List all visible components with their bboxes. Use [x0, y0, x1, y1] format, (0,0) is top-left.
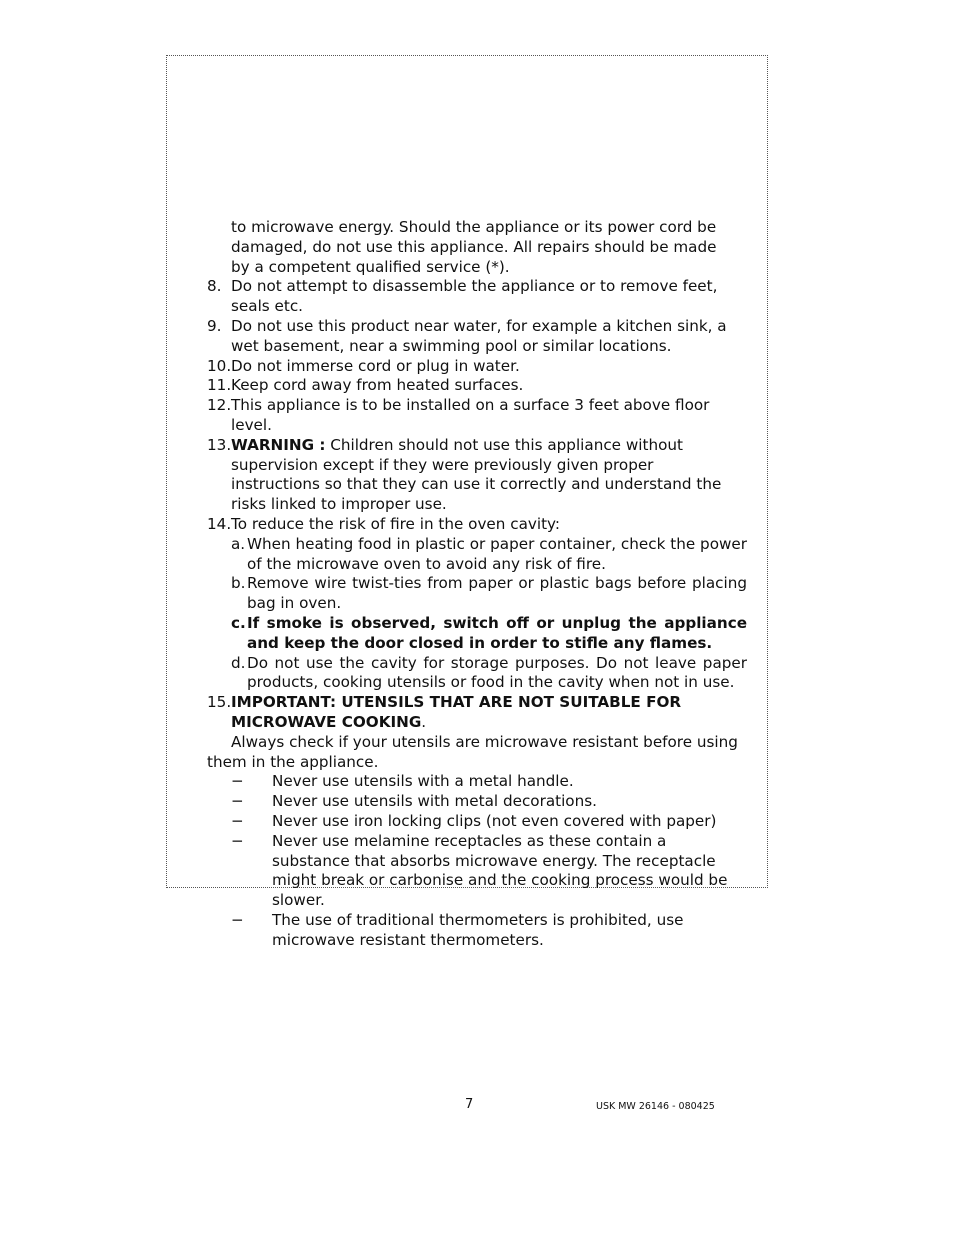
warning-text: Children should not use this appliance without supervision except if they were previously given proper instructions so that they can use it correctly and understand the risks linked to improper use.: [231, 435, 722, 514]
check-paragraph-rest: them in the appliance.: [207, 752, 379, 771]
bullet-item: [231, 812, 747, 832]
intro-line: by a competent qualified service (*).: [231, 257, 510, 276]
check-paragraph-first: Always check if your utensils are microwave resistant before using: [231, 732, 738, 751]
sub-letter: b.: [231, 574, 246, 593]
item-text: This appliance is to be installed on a surface 3 feet above floor level.: [231, 396, 710, 434]
sub-text: When heating food in plastic or paper container, check the power of the microwave oven to avoid any risk of fire.: [247, 534, 747, 573]
sub-item-b: [231, 574, 747, 614]
sub-letter: a.: [231, 534, 246, 553]
dash-marker: −: [231, 811, 244, 830]
bullet-item: [231, 792, 747, 812]
item-number: 11.: [207, 376, 232, 395]
bullet-item: [231, 832, 747, 911]
warning-label: WARNING :: [231, 435, 326, 454]
dash-marker: −: [231, 792, 244, 811]
list-item-11: [207, 376, 747, 396]
item-number: 14.: [207, 514, 232, 533]
list-item-10: [207, 357, 747, 377]
item-number: 12.: [207, 396, 232, 415]
bullet-text: Never use melamine receptacles as these contain a substance that absorbs microwave energy. The receptacle might break or carbonise and the cooking process would be slower.: [272, 831, 728, 910]
dash-marker: −: [231, 772, 244, 791]
bullet-text: Never use utensils with a metal handle.: [272, 772, 574, 791]
document-code: USK MW 26146 - 080425: [596, 1101, 715, 1112]
intro-line: to microwave energy. Should the appliance or its power cord be: [231, 218, 717, 236]
sub-text: If smoke is observed, switch off or unplug the appliance and keep the door closed in order to stifle any flames.: [247, 613, 747, 652]
item-text: Do not use this product near water, for example a kitchen sink, a wet basement, near a swimming pool or similar locations.: [231, 316, 727, 355]
dash-marker: −: [231, 910, 244, 929]
bullet-item: [231, 772, 747, 792]
list-item-8: [207, 277, 747, 317]
page-number: 7: [465, 1097, 474, 1112]
item-text: Do not attempt to disassemble the appliance or to remove feet, seals etc.: [231, 277, 718, 316]
bullet-text: The use of traditional thermometers is prohibited, use microwave resistant thermometers.: [272, 910, 684, 949]
bullet-text: Never use iron locking clips (not even covered with paper): [272, 811, 717, 830]
list-item-13: [207, 436, 747, 515]
sub-item-d: [231, 654, 747, 694]
item-number: 15.: [207, 693, 232, 712]
item-text: [231, 436, 747, 515]
item-text: To reduce the risk of fire in the oven cavity:: [231, 514, 561, 533]
sub-item-a: [231, 535, 747, 575]
bullet-item: [231, 911, 747, 951]
list-item-9: [207, 317, 747, 357]
item-number: 10.: [207, 356, 232, 375]
list-item-15: [207, 693, 747, 733]
item-number: 8.: [207, 277, 222, 296]
sub-text: Do not use the cavity for storage purposes. Do not leave paper products, cooking utensils or food in the cavity when not in use.: [247, 653, 747, 692]
sub-letter: d.: [231, 653, 246, 672]
important-heading: IMPORTANT: UTENSILS THAT ARE NOT SUITABLE FOR MICROWAVE COOKING: [231, 693, 682, 731]
intro-line: damaged, do not use this appliance. All repairs should be made: [231, 237, 717, 256]
item-text: Do not immerse cord or plug in water.: [231, 356, 520, 375]
list-item-14: [207, 515, 747, 535]
heading-period: .: [421, 712, 427, 731]
sub-text: Remove wire twist-ties from paper or plastic bags before placing bag in oven.: [247, 574, 747, 613]
item-text: Keep cord away from heated surfaces.: [231, 376, 524, 395]
document-body: [207, 218, 747, 950]
sub-item-c: [231, 614, 747, 654]
item-number: 13.: [207, 435, 232, 454]
sub-letter: c.: [231, 613, 246, 632]
dash-marker: −: [231, 831, 244, 850]
item-number: 9.: [207, 316, 222, 335]
bullet-text: Never use utensils with metal decorations.: [272, 792, 597, 811]
item-text: [231, 693, 747, 733]
list-item-12: [207, 396, 747, 436]
